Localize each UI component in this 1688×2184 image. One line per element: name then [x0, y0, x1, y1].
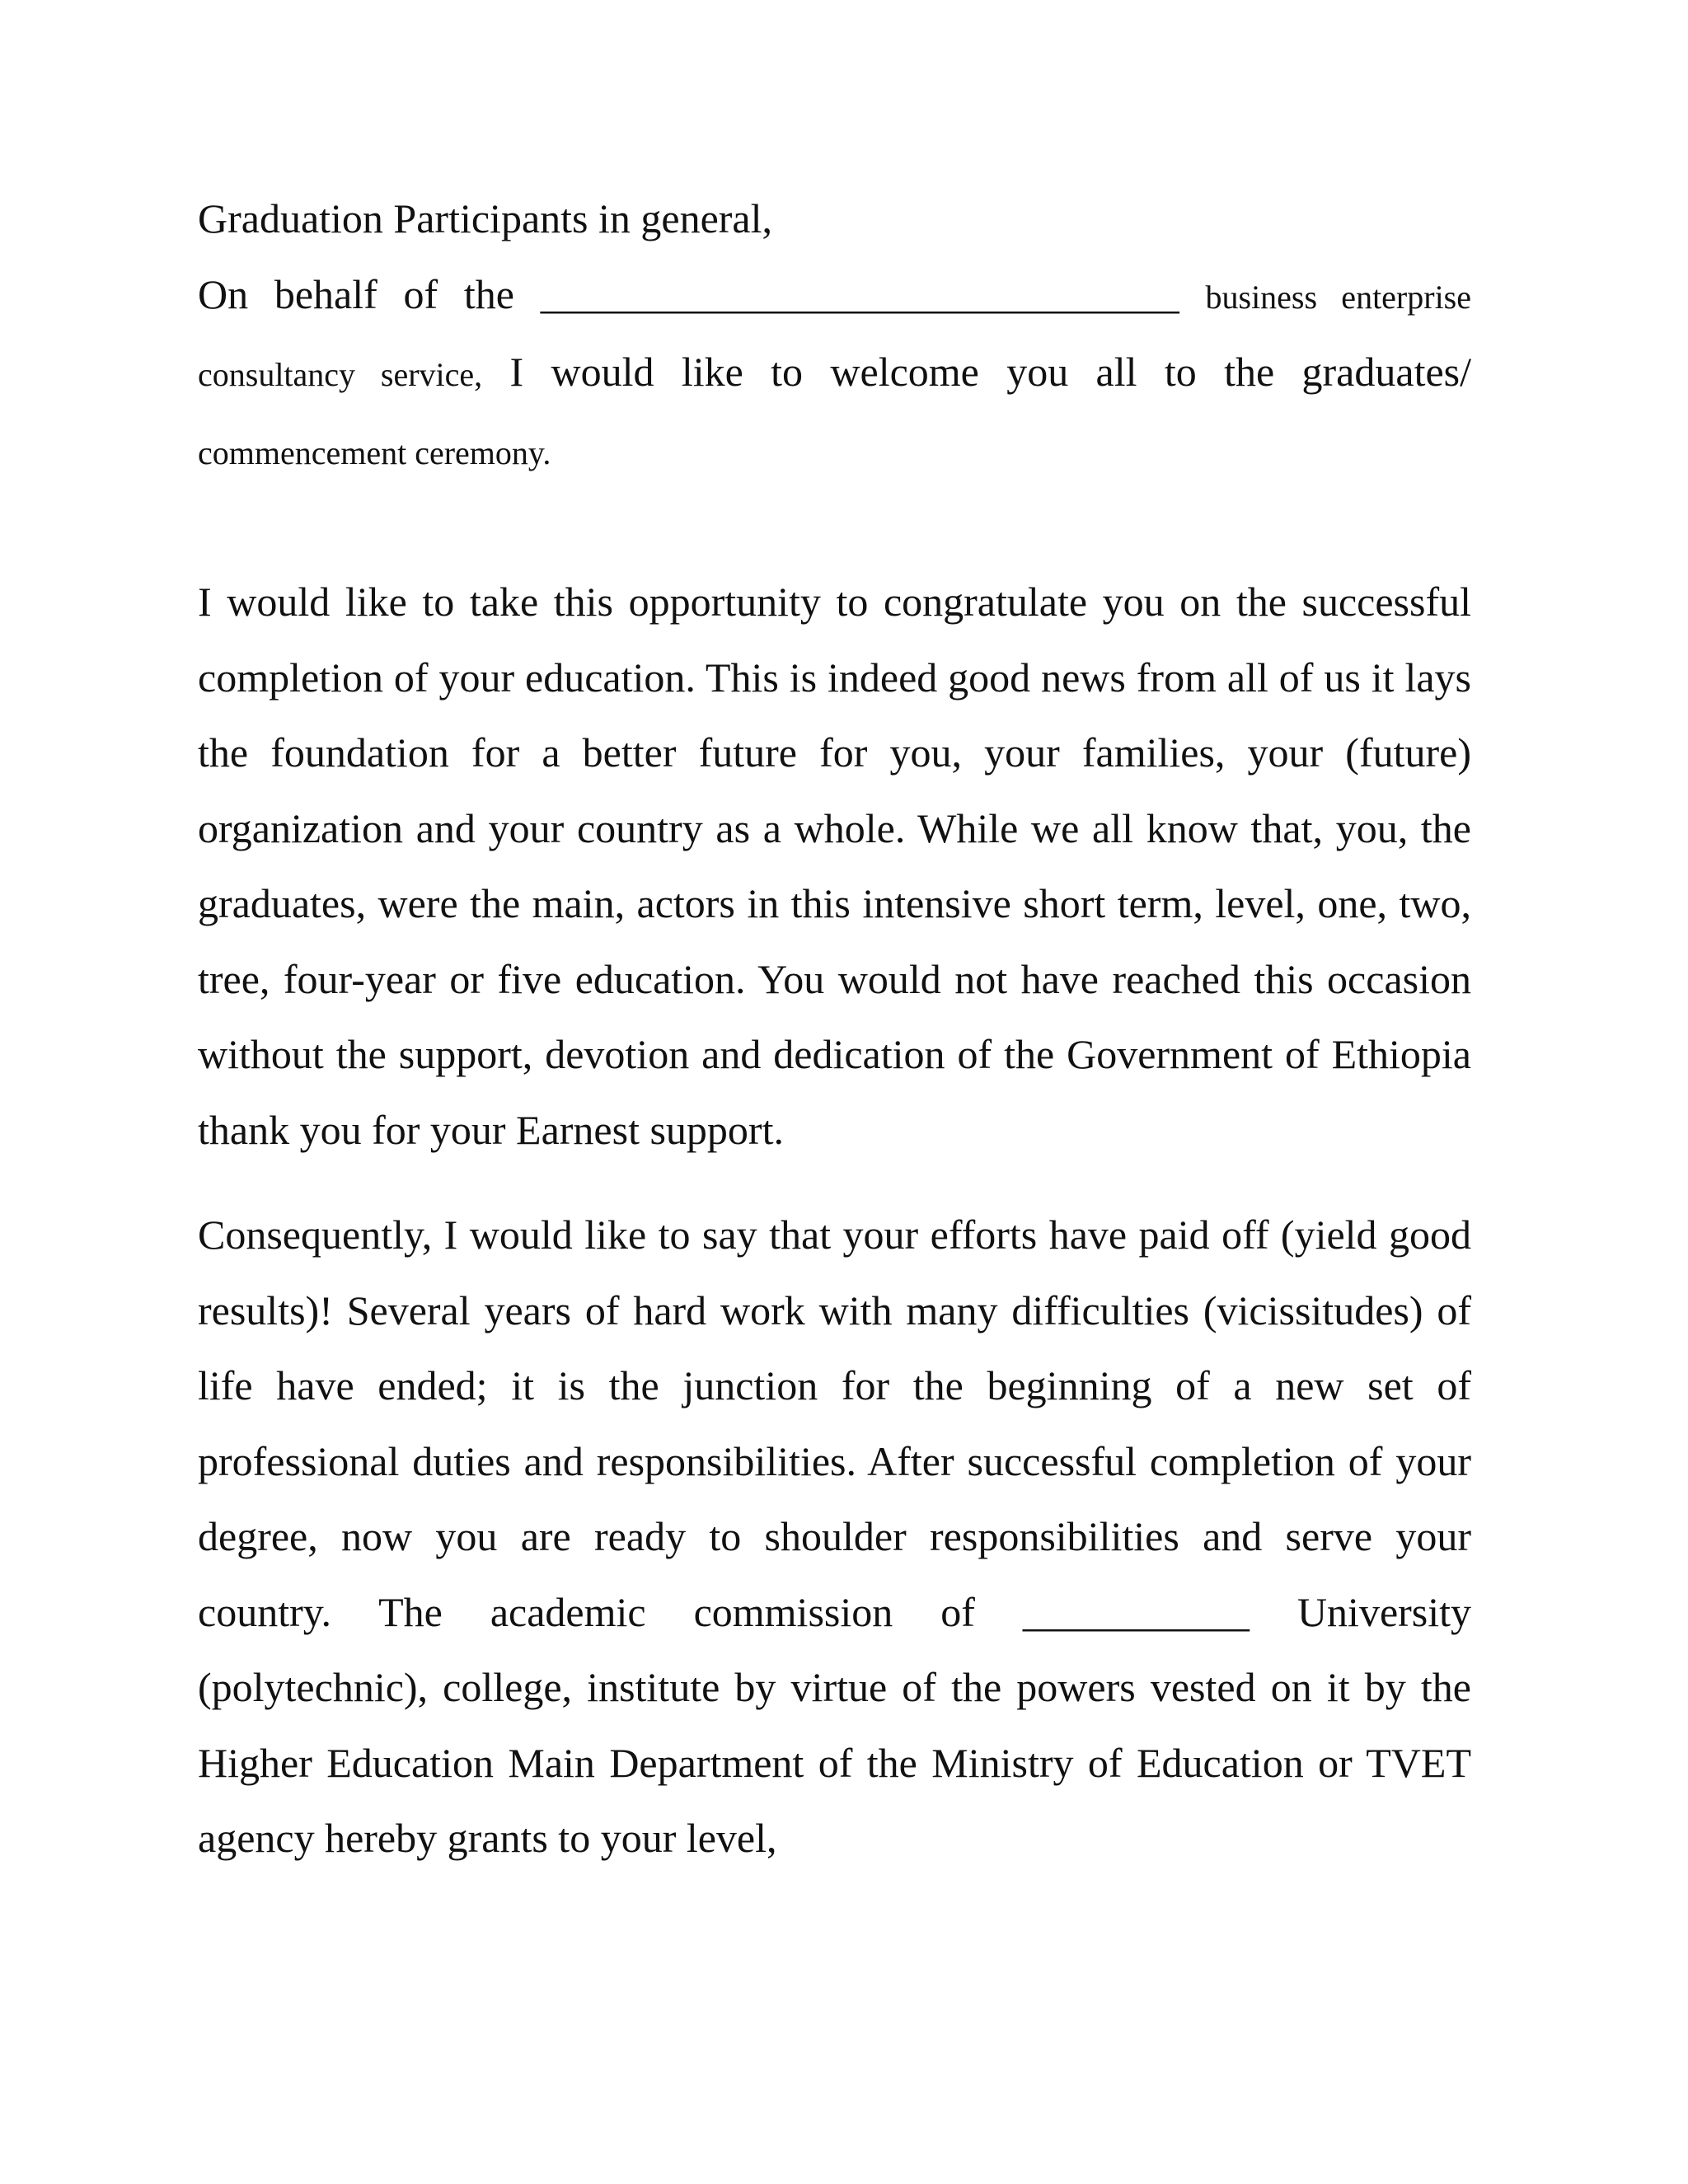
document-body — [198, 181, 1471, 1877]
paragraph-spacer — [198, 1168, 1471, 1197]
organization-type: business enterprise consultancy service, — [198, 278, 1472, 393]
organization-blank: _______________________________ — [540, 270, 1179, 317]
closing-text-start: Consequently, I would like to say that your efforts have paid off (yield good results)! Several years of hard work with many difficulties (vicissitudes) of life have ended; it is the junction for the beginning of a new set of professional duties and responsibilities. After successful completion of your degree, now you are ready to shoulder responsibilities and serve your country. The academic commission of — [198, 1212, 1471, 1635]
closing-paragraph — [198, 1197, 1471, 1877]
closing-text-end: University (polytechnic), college, institute by virtue of the powers vested on it by the Higher Education Main Department of the Ministry of Education or TVET agency hereby grants to your level, — [198, 1588, 1472, 1861]
paragraph-spacer — [198, 490, 1471, 565]
intro-paragraph — [198, 257, 1471, 491]
university-blank: ___________ — [1022, 1588, 1250, 1635]
congratulations-paragraph: I would like to take this opportunity to congratulate you on the successful completion of your education. This is indeed good news from all of us it lays the foundation for a better future for you, your families, your (future) organization and your country as a whole. While we all know that, you, the graduates, were the main, actors in this intensive short term, level, one, two, tree, four-year or five education. You would not have reached this occasion without the support, devotion and dedication of the Government of Ethiopia thank you for your Earnest support. — [198, 579, 1471, 1153]
salutation: Graduation Participants in general, — [198, 195, 772, 241]
welcome-text: I would like to welcome you all to the graduates/ — [509, 349, 1472, 395]
ceremony-name: commencement ceremony. — [198, 434, 551, 471]
intro-prefix: On behalf of the — [198, 270, 514, 317]
